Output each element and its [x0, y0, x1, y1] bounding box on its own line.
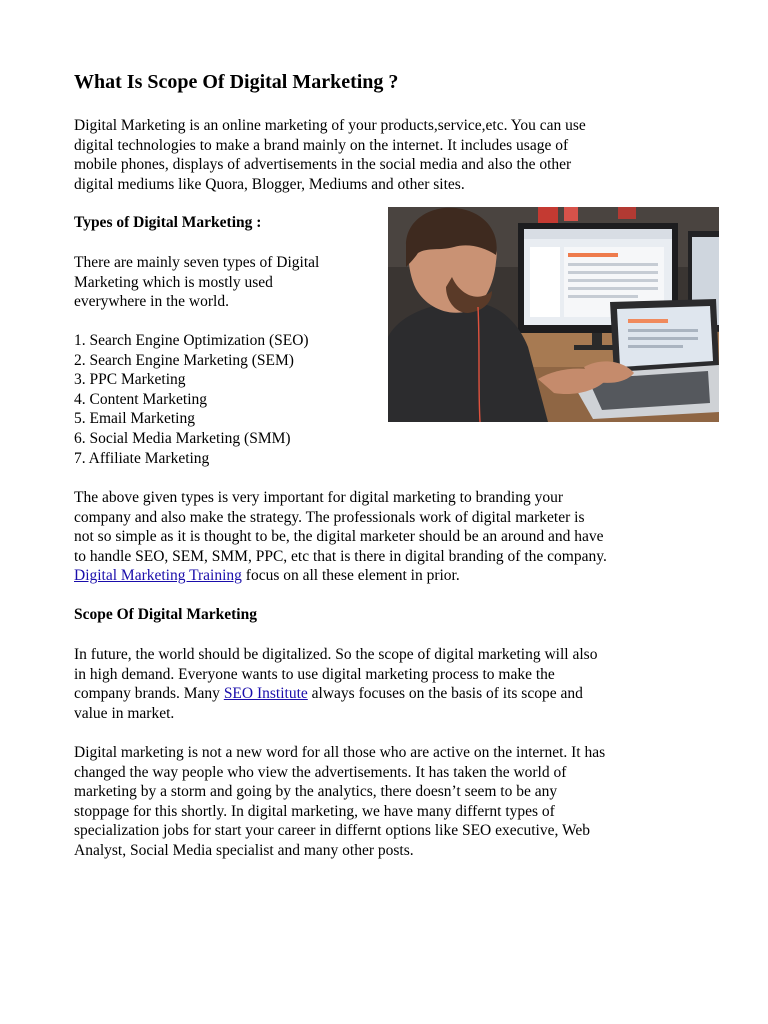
list-item: 7. Affiliate Marketing	[74, 449, 210, 467]
types-list	[74, 331, 374, 468]
seo-institute-link[interactable]: SEO Institute	[223, 685, 308, 703]
list-item: 6. Social Media Marketing (SMM)	[74, 429, 291, 447]
scope-paragraph: In future, the world should be digitalized. So the scope of digital marketing will also in high demand. Everyone wants to use digital marketing process to make the company brands. Many SEO Institute always focuses on the basis of its scope and value in market.	[74, 646, 598, 722]
digital-marketing-training-link[interactable]: Digital Marketing Training	[74, 567, 242, 585]
list-item: 5. Email Marketing	[74, 410, 195, 428]
types-summary-paragraph: The above given types is very important for digital marketing to branding your company and also make the strategy. The professionals work of digital marketer is not so simple as it is thought to be, the digital marketer should be an around and have to handle SEO, SEM, SMM, PPC, etc that is there in digital branding of the company. Digital Marketing Training focus on all these element in prior.	[74, 489, 607, 585]
closing-paragraph: Digital marketing is not a new word for all those who are active on the internet. It has changed the way people who view the advertisements. It has taken the world of marketing by a storm and going by the analytics, there doesn’t seem to be any stoppage for this shortly. In digital marketing, we have many differnt types of specialization jobs for start your career in differnt options like SEO executive, Web Analyst, Social Media specialist and many other posts.	[74, 744, 606, 859]
list-item: 1. Search Engine Optimization (SEO)	[74, 332, 309, 349]
intro-paragraph: Digital Marketing is an online marketing of your products,service,etc. You can use digital technologies to make a brand mainly on the internet. It includes usage of mobile phones, displays of advertisements in the social media and also the other digital mediums like Quora, Blogger, Mediums and other sites.	[74, 117, 586, 193]
types-intro-paragraph: There are mainly seven types of Digital Marketing which is mostly used everywhere in the world.	[74, 254, 320, 311]
page-title: What Is Scope Of Digital Marketing ?	[74, 71, 399, 93]
scope-heading: Scope Of Digital Marketing	[74, 606, 257, 623]
photo-man-at-laptop	[388, 207, 719, 422]
list-item: 4. Content Marketing	[74, 390, 208, 408]
list-item: 2. Search Engine Marketing (SEM)	[74, 351, 294, 369]
types-heading: Types of Digital Marketing :	[74, 214, 262, 231]
list-item: 3. PPC Marketing	[74, 371, 186, 389]
